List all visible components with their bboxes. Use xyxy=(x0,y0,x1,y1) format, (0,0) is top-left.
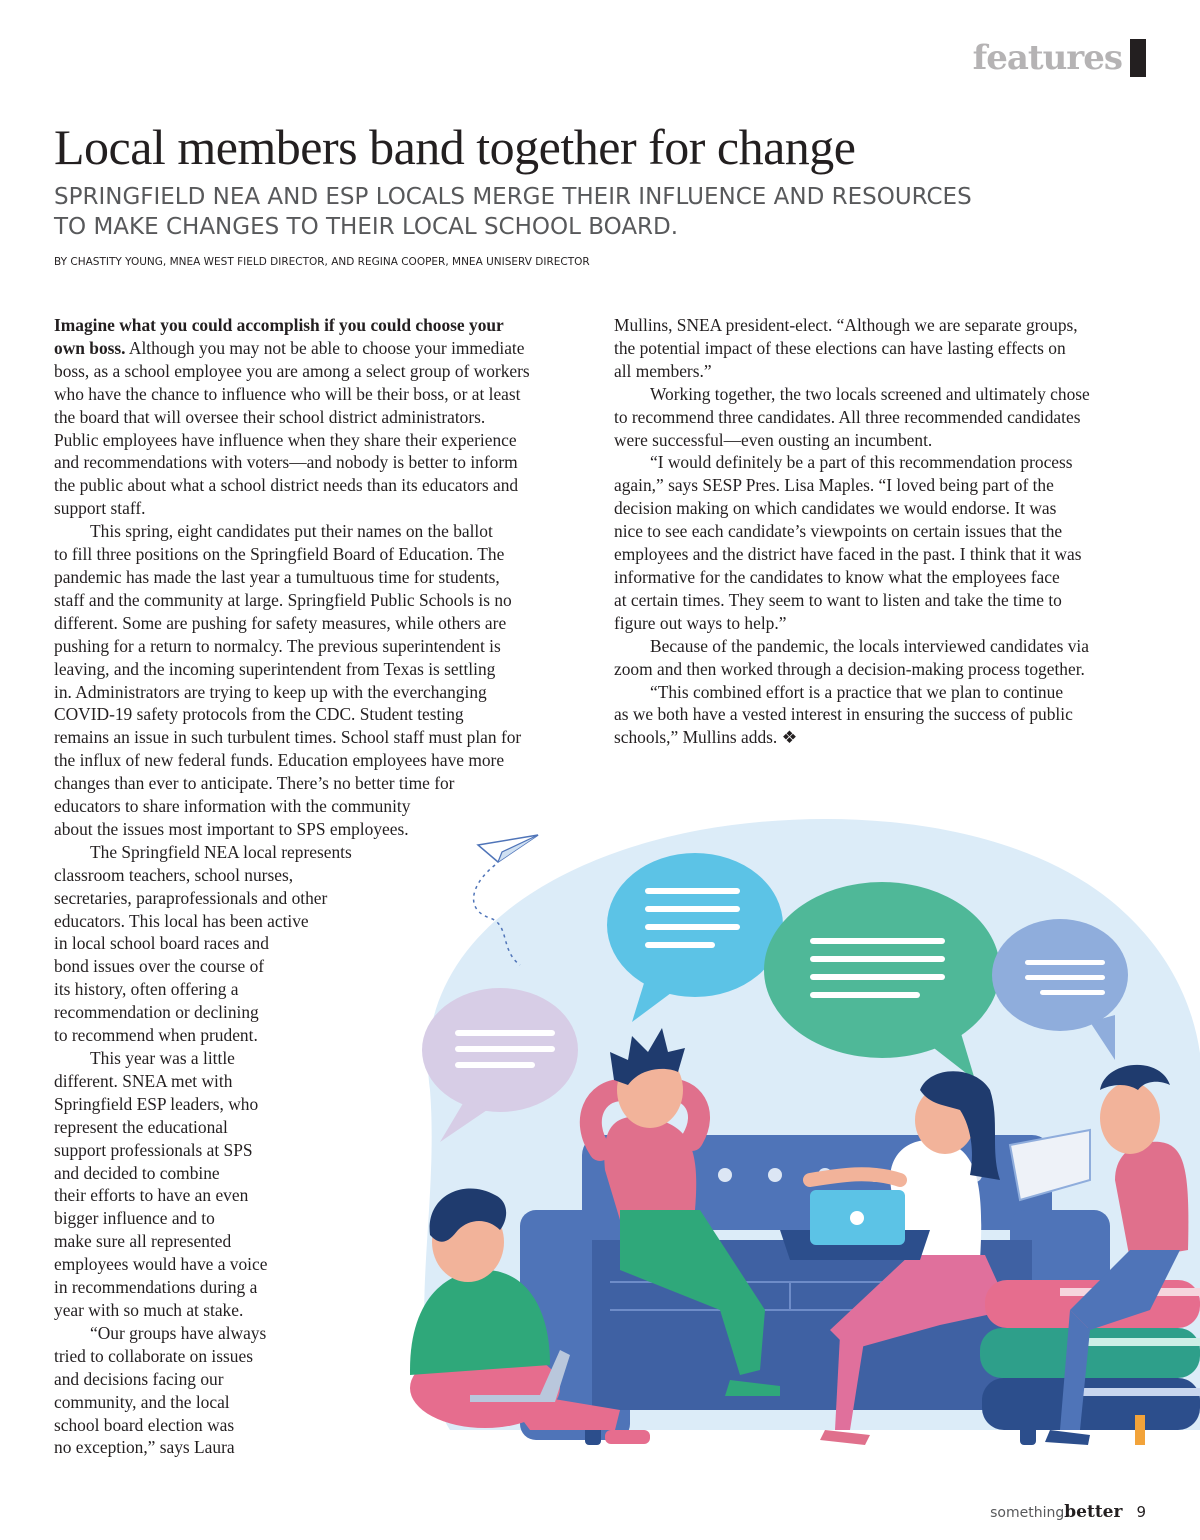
text-line: Working together, the two locals screened and ultimately chose xyxy=(650,383,1090,404)
text-line: different. SNEA met with xyxy=(54,1070,233,1091)
text-line: remains an issue in such turbulent times. School staff must plan for xyxy=(54,727,522,748)
text-line: changes than ever to anticipate. There’s no better time for xyxy=(54,773,455,794)
text-line: COVID-19 safety protocols from the CDC. Student testing xyxy=(54,704,464,725)
text-line: leaving, and the incoming superintendent from Texas is settling xyxy=(54,658,496,679)
text-line: This year was a little xyxy=(90,1048,235,1068)
text-line: boss, as a school employee you are among a select group of workers xyxy=(54,360,530,381)
section-tag xyxy=(973,38,1146,78)
text-line: bond issues over the course of xyxy=(54,956,265,977)
text-line: staff and the community at large. Springfield Public Schools is no xyxy=(54,589,512,610)
text-line: recommendation or declining xyxy=(54,1002,259,1023)
text-line: “Our groups have always xyxy=(90,1322,267,1343)
text-line: to recommend three candidates. All three recommended candidates xyxy=(614,406,1081,427)
text-line: Because of the pandemic, the locals interviewed candidates via xyxy=(650,635,1089,656)
text-line: their efforts to have an even xyxy=(54,1185,249,1206)
text-line: its history, often offering a xyxy=(54,979,239,1000)
text-line: educators to share information with the community xyxy=(54,796,411,817)
text-line: Public employees have influence when they share their experience xyxy=(54,429,517,450)
text-line: all members.” xyxy=(614,360,712,381)
text-line: in. Administrators are trying to keep up with the everchanging xyxy=(54,681,487,702)
text-line: The Springfield NEA local represents xyxy=(90,841,352,862)
text-line: secretaries, paraprofessionals and other xyxy=(54,887,328,908)
text-line: at certain times. They seem to want to listen and take the time to xyxy=(614,589,1062,610)
text-line: tried to collaborate on issues xyxy=(54,1345,253,1366)
text-line: decision making on which candidates we would endorse. It was xyxy=(614,498,1057,519)
text-line: and decided to combine xyxy=(54,1162,220,1183)
text-line: year with so much at stake. xyxy=(54,1299,244,1320)
people-discussion-illustration xyxy=(370,790,1200,1510)
text-line: community, and the local xyxy=(54,1391,230,1412)
text-line: no exception,” says Laura xyxy=(54,1437,235,1458)
text-line: to recommend when prudent. xyxy=(54,1025,258,1046)
footer-brand-bold: better xyxy=(1064,1502,1123,1522)
byline: BY CHASTITY YOUNG, MNEA WEST FIELD DIRECTOR, AND REGINA COOPER, MNEA UNISERV DIRECTOR xyxy=(54,256,590,268)
paragraph xyxy=(54,360,594,520)
text-line: the influx of new federal funds. Education employees have more xyxy=(54,750,505,771)
text-line: schools,” Mullins adds. ❖ xyxy=(614,727,798,748)
text-line: bigger influence and to xyxy=(54,1208,215,1229)
text-line: “This combined effort is a practice that we plan to continue xyxy=(650,681,1064,702)
text-line: pandemic has made the last year a tumultuous time for students, xyxy=(54,566,500,587)
headline: Local members band together for change xyxy=(54,119,856,175)
text-line: employees and the district have faced in the past. I think that it was xyxy=(614,544,1082,565)
deck-line: TO MAKE CHANGES TO THEIR LOCAL SCHOOL BOARD. xyxy=(54,214,679,240)
paragraph xyxy=(614,383,1154,452)
text-line: zoom and then worked through a decision-making process together. xyxy=(614,658,1085,679)
footer xyxy=(990,1502,1146,1522)
text-line: and recommendations with voters—and nobody is better to inform xyxy=(54,452,518,473)
section-label: features xyxy=(972,38,1122,78)
text-line: were successful—even ousting an incumbent. xyxy=(614,429,933,450)
text-line: employees would have a voice xyxy=(54,1254,268,1275)
text-line: different. Some are pushing for safety measures, while others are xyxy=(54,612,507,633)
text-line: nice to see each candidate’s viewpoints on certain issues that the xyxy=(614,521,1063,542)
paragraph xyxy=(614,681,1154,750)
text-line: represent the educational xyxy=(54,1116,228,1137)
lead-line: own boss. Although you may not be able to choose your immediate xyxy=(54,337,525,358)
text-line: and decisions facing our xyxy=(54,1368,224,1389)
deck xyxy=(54,182,1054,242)
text-line: “I would definitely be a part of this recommendation process xyxy=(650,452,1073,473)
text-line: Mullins, SNEA president-elect. “Although we are separate groups, xyxy=(614,315,1078,335)
text-line: the potential impact of these elections can have lasting effects on xyxy=(614,337,1066,358)
section-tag-bar xyxy=(1130,39,1146,77)
text-line: pushing for a return to normalcy. The previous superintendent is xyxy=(54,635,501,656)
column-right xyxy=(614,314,1154,749)
text-line: who have the chance to influence who will be their boss, or at least xyxy=(54,383,521,404)
deck-line: SPRINGFIELD NEA AND ESP LOCALS MERGE THEIR INFLUENCE AND RESOURCES xyxy=(54,184,972,210)
text-line: support professionals at SPS xyxy=(54,1139,253,1160)
text-line: Springfield ESP leaders, who xyxy=(54,1093,259,1114)
lead-line: Imagine what you could accomplish if you could choose your xyxy=(54,315,504,335)
text-line: school board election was xyxy=(54,1414,235,1435)
text-line: the public about what a school district needs than its educators and xyxy=(54,475,519,496)
text-line: educators. This local has been active xyxy=(54,910,309,931)
text-line: to fill three positions on the Springfield Board of Education. The xyxy=(54,544,505,565)
text-line: the board that will oversee their school district administrators. xyxy=(54,406,486,427)
text-line: classroom teachers, school nurses, xyxy=(54,864,294,885)
text-line: make sure all represented xyxy=(54,1231,232,1252)
text-line: again,” says SESP Pres. Lisa Maples. “I loved being part of the xyxy=(614,475,1054,496)
text-line: informative for the candidates to know what the employees face xyxy=(614,566,1060,587)
text-line: in local school board races and xyxy=(54,933,269,954)
paragraph xyxy=(614,314,1154,383)
text-line: support staff. xyxy=(54,498,146,519)
page-number: 9 xyxy=(1136,1503,1146,1521)
paragraph xyxy=(614,635,1154,681)
text-line: figure out ways to help.” xyxy=(614,612,787,633)
text-line: about the issues most important to SPS employees. xyxy=(54,818,409,839)
text-line: in recommendations during a xyxy=(54,1277,258,1298)
footer-brand-light: something xyxy=(990,1505,1065,1521)
paragraph xyxy=(614,451,1154,634)
text-line: This spring, eight candidates put their names on the ballot xyxy=(90,521,493,542)
text-line: as we both have a vested interest in ensuring the success of public xyxy=(614,704,1073,725)
